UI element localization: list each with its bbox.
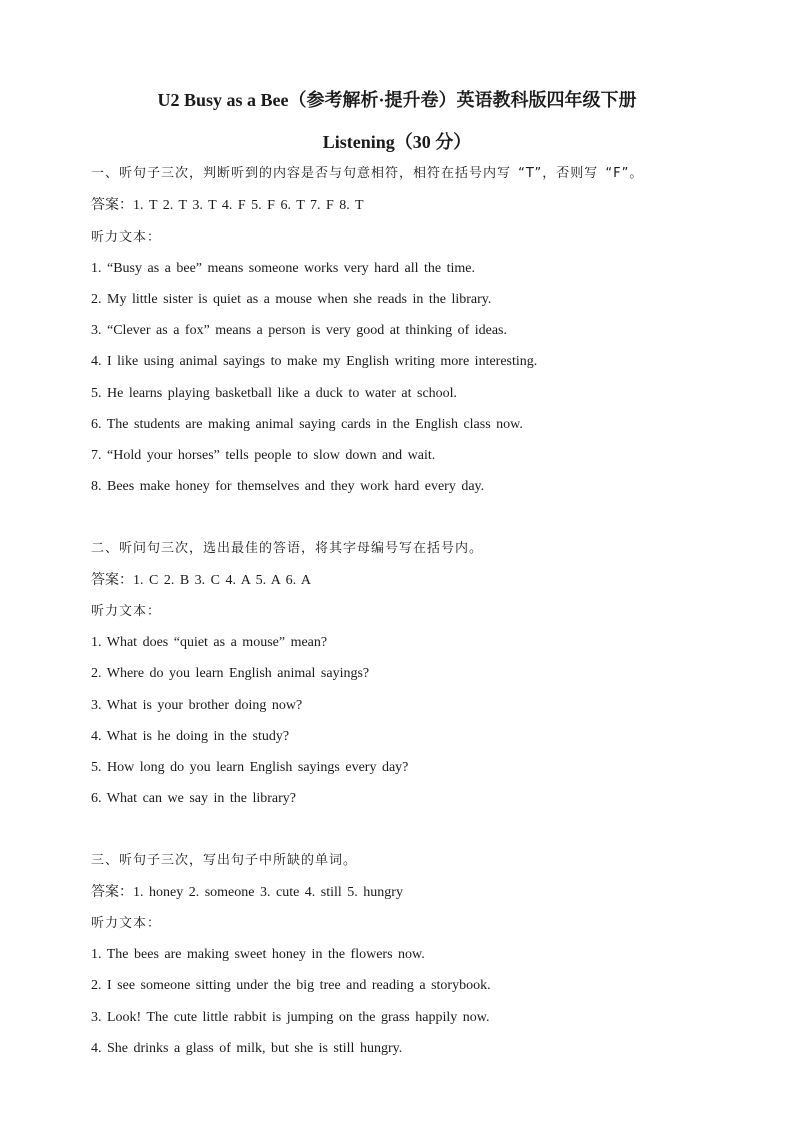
document-subtitle: Listening（30 分） [322, 132, 472, 152]
section-3-script-label: 听力文本： [91, 916, 162, 931]
section-2-item-1: 1. What does “quiet as a mouse” mean? [91, 635, 328, 650]
section-1-answer: 答案：1. T 2. T 3. T 4. F 5. F 6. T 7. F 8. T [91, 198, 364, 213]
section-1-item-2: 2. My little sister is quiet as a mouse when she reads in the library. [91, 292, 492, 307]
section-3-item-4: 4. She drinks a glass of milk, but she is still hungry. [91, 1041, 403, 1056]
section-1-item-6: 6. The students are making animal saying cards in the English class now. [91, 417, 523, 432]
section-2-item-6: 6. What can we say in the library? [91, 791, 297, 806]
document-title: U2 Busy as a Bee（参考解析·提升卷）英语教科版四年级下册 [157, 90, 637, 110]
section-1-item-1: 1. “Busy as a bee” means someone works very hard all the time. [91, 261, 476, 276]
section-2-item-4: 4. What is he doing in the study? [91, 729, 290, 744]
section-1-item-4: 4. I like using animal sayings to make my English writing more interesting. [91, 354, 538, 369]
section-2-item-3: 3. What is your brother doing now? [91, 698, 303, 713]
section-1-item-7: 7. “Hold your horses” tells people to slow down and wait. [91, 448, 436, 463]
section-3-heading: 三、听句子三次，写出句子中所缺的单词。 [91, 853, 358, 868]
section-2-item-5: 5. How long do you learn English sayings every day? [91, 760, 409, 775]
section-2-answer: 答案：1. C 2. B 3. C 4. A 5. A 6. A [91, 573, 311, 588]
section-2-script-label: 听力文本： [91, 604, 162, 619]
section-1-script-label: 听力文本： [91, 230, 162, 245]
section-1-heading: 一、听句子三次，判断听到的内容是否与句意相符，相符在括号内写 “T”，否则写 “F”。 [91, 166, 644, 181]
section-3-item-3: 3. Look! The cute little rabbit is jumping on the grass happily now. [91, 1010, 490, 1025]
section-2-heading: 二、听问句三次，选出最佳的答语，将其字母编号写在括号内。 [91, 541, 484, 556]
section-2-item-2: 2. Where do you learn English animal sayings? [91, 666, 370, 681]
section-3-item-2: 2. I see someone sitting under the big tree and reading a storybook. [91, 978, 491, 993]
section-1-item-3: 3. “Clever as a fox” means a person is very good at thinking of ideas. [91, 323, 508, 338]
section-1-item-5: 5. He learns playing basketball like a duck to water at school. [91, 386, 458, 401]
section-3-item-1: 1. The bees are making sweet honey in the flowers now. [91, 947, 425, 962]
section-1-item-8: 8. Bees make honey for themselves and they work hard every day. [91, 479, 485, 494]
section-3-answer: 答案：1. honey 2. someone 3. cute 4. still 5. hungry [91, 885, 403, 900]
